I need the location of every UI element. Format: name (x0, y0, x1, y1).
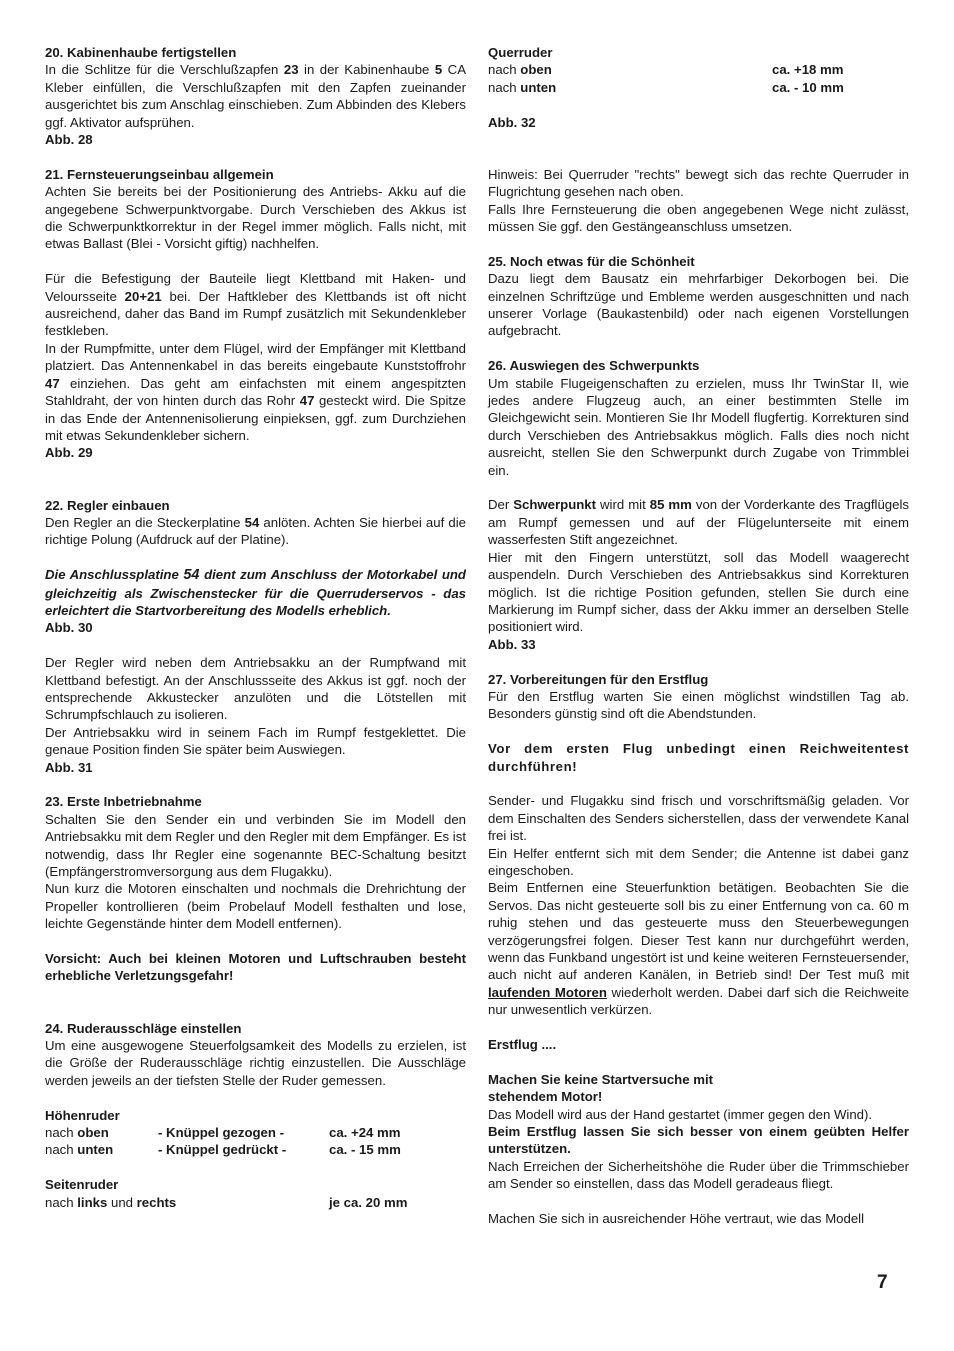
figure-ref: Abb. 32 (488, 114, 536, 130)
paragraph: Um stabile Flugeigenschaften zu erzielen, muss Ihr TwinStar II, wie jedes andere Flugzeug auch, an einer bestimmten Stelle im Gleichgewicht sein. Montieren Sie Ihr Modell flugfertig. Korrekturen sind durch Verschieben des Antriebsakkus möglich. Falls dies noch nicht ausreicht, stellen Sie den Schwerpunkt durch Zugabe von Trimmblei ein. (488, 375, 909, 478)
subsection-title: Querruder (488, 45, 553, 60)
right-column (488, 44, 909, 1227)
figure-ref: Abb. 31 (45, 759, 93, 775)
paragraph: Der Antriebsakku wird in seinem Fach im Rumpf festgeklettet. Die genaue Position finden Sie später beim Auswiegen. (45, 724, 466, 758)
figure-ref: Abb. 29 (45, 445, 93, 461)
section-24 (45, 1020, 466, 1211)
paragraph: Hinweis: Bei Querruder "rechts" bewegt sich das rechte Querruder in Flugrichtung gesehen nach oben. (488, 166, 909, 200)
section-26 (488, 357, 909, 653)
table-row: nach oben - Knüppel gezogen - ca. +24 mm (45, 1125, 401, 1141)
paragraph: Falls Ihre Fernsteuerung die oben angegebenen Wege nicht zulässt, müssen Sie ggf. den Gestängeanschluss umsetzen. (488, 201, 909, 235)
paragraph: Beim Entfernen eine Steuerfunktion betätigen. Beobachten Sie die Servos. Das nicht gesteuerte soll bis zu einer Entfernung von ca. 60 m ruhig stehen und das gesteuerte muss den Steuerbewegungen verzögerungsfrei folgen. Dieser Test kann nur durchgeführt werden, wenn das Funkband ungestört ist und keine weiteren Fernsteuersender, auch nicht auf anderen Kanälen, in Betrieb sind! Der Test muß mit laufenden Motoren wiederholt werden. Dabei darf sich die Reichweite nur unwesentlich verkürzen. (488, 880, 909, 1018)
figure-ref: Abb. 28 (45, 132, 93, 148)
paragraph: Für den Erstflug warten Sie einen möglichst windstillen Tag ab. Besonders günstig sind oft die Abendstunden. (488, 688, 909, 722)
section-title: 27. Vorbereitungen für den Erstflug (488, 671, 709, 687)
subheading: Erstflug .... (488, 1037, 557, 1053)
section-title: 24. Ruderausschläge einstellen (45, 1020, 242, 1036)
section-23 (45, 793, 466, 984)
table-row: nach oben ca. +18 mm (488, 62, 844, 78)
section-title: 22. Regler einbauen (45, 497, 170, 513)
figure-ref: Abb. 30 (45, 620, 93, 636)
paragraph: In der Rumpfmitte, unter dem Flügel, wird der Empfänger mit Klettband platziert. Das Antennenkabel in das bereits eingebaute Kunststoffrohr 47 einziehen. Das geht am einfachsten mit einem angespitzten Stahldraht, der von hinten durch das Rohr 47 gesteckt wird. Die Spitze in das Ende der Antennenisolierung einpieksen, ggf. zum Durchziehen mit etwas Sekundenkleber sichern. (45, 340, 467, 443)
left-column (45, 44, 466, 1211)
bold-paragraph: Beim Erstflug lassen Sie sich besser von einem geübten Helfer unterstützen. (488, 1124, 909, 1157)
subsection-title: Höhenruder (45, 1107, 120, 1123)
warning-text: Vor dem ersten Flug unbedingt einen Reichweitentest durchführen! (488, 741, 909, 774)
paragraph: Schalten Sie den Sender ein und verbinden Sie im Modell den Antriebsakku mit dem Regler und den Regler mit dem Empfänger. Es ist notwendig, dass Ihr Regler eine sogenannte BEC-Schaltung besitzt (Empfängerstromversorgung aus dem Flugakku). (45, 811, 466, 879)
section-25 (488, 253, 909, 340)
section-21 (45, 166, 466, 462)
paragraph: Dazu liegt dem Bausatz ein mehrfarbiger Dekorbogen bei. Die einzelnen Schriftzüge und Embleme werden ausgeschnitten und nach unserer Vorlage (Baukastenbild) oder nach eigenen Vorstellungen aufgebracht. (488, 271, 909, 339)
figure-ref: Abb. 33 (488, 636, 536, 652)
section-querruder (488, 44, 909, 235)
paragraph: Ein Helfer entfernt sich mit dem Sender; die Antenne ist dabei ganz eingeschoben. (488, 845, 909, 878)
italic-note: Die Anschlussplatine 54 dient zum Anschluss der Motorkabel und gleichzeitig als Zwischenstecker für die Querruderservos - das erleichtert die Startvorbereitung des Modells erheblich. (45, 567, 466, 618)
paragraph: Das Modell wird aus der Hand gestartet (immer gegen den Wind). (488, 1106, 873, 1122)
paragraph: Achten Sie bereits bei der Positionierung des Antriebs- Akku auf die angegebene Schwerpunktvorgabe. Durch Verschieben des Akkus ist die Schwerpunktkorrektur in der Regel immer möglich. Falls nicht, mit etwas Ballast (Blei - Vorsicht giftig) nachhelfen. (45, 184, 466, 252)
table-row: nach unten - Knüppel gedrückt - ca. - 15 mm (45, 1142, 401, 1158)
paragraph: Der Regler wird neben dem Antriebsakku an der Rumpfwand mit Klettband befestigt. An der Anschlussseite des Akkus ist ggf. noch der entsprechende Akkustecker anzulöten und die Lötstellen mit Schrumpfschlauch zu isolieren. (45, 655, 466, 723)
section-title: 23. Erste Inbetriebnahme (45, 794, 202, 810)
paragraph: In die Schlitze für die Verschlußzapfen 23 in der Kabinenhaube 5 CA Kleber einfüllen, die Verschlußzapfen mit den Zapfen zueinander ausgerichtet bis zum Anschlag einschieben. Zum Abbinden des Klebers ggf. Aktivator aufsprühen. (45, 62, 466, 130)
warning-text: stehendem Motor! (488, 1089, 603, 1105)
section-title: 21. Fernsteuerungseinbau allgemein (45, 166, 274, 182)
paragraph: Um eine ausgewogene Steuerfolgsamkeit des Modells zu erzielen, ist die Größe der Ruderausschläge richtig einzustellen. Die Ausschläge werden jeweils an der tiefsten Stelle der Ruder gemessen. (45, 1038, 466, 1088)
table-row: nach links und rechts je ca. 20 mm (45, 1194, 408, 1210)
subsection-title: Seitenruder (45, 1177, 119, 1193)
paragraph: Nach Erreichen der Sicherheitshöhe die Ruder über die Trimmschieber am Sender so einstellen, dass das Modell geradeaus fliegt. (488, 1158, 909, 1192)
paragraph: Der Schwerpunkt wird mit 85 mm von der Vorderkante des Tragflügels am Rumpf gemessen und auf der Flügelunterseite mit einem wasserfesten Stift angezeichnet. (488, 497, 909, 548)
section-title: 25. Noch etwas für die Schönheit (488, 253, 695, 269)
paragraph: Hier mit den Fingern unterstützt, soll das Modell waagerecht auspendeln. Durch Verschieben des Antriebsakkus sind Korrekturen möglich. Ist die richtige Position gefunden, stellen Sie durch eine Markierung im Rumpf sicher, dass der Akku immer an derselben Stelle positioniert wird. (488, 549, 909, 635)
table-row: nach unten ca. - 10 mm (488, 79, 844, 95)
warning-text: Vorsicht: Auch bei kleinen Motoren und Luftschrauben besteht erhebliche Verletzungsgefahr! (45, 951, 466, 984)
paragraph: Machen Sie sich in ausreichender Höhe vertraut, wie das Modell (488, 1211, 865, 1227)
section-20 (45, 44, 466, 148)
section-title: 20. Kabinenhaube fertigstellen (45, 45, 237, 60)
paragraph: Für die Befestigung der Bauteile liegt Klettband mit Haken- und Veloursseite 20+21 bei. Der Haftkleber des Klettbands ist oft nicht ausreichend, daher das Band im Rumpf zusätzlich mit Sekundenkleber festkleben. (45, 271, 466, 339)
paragraph: Nun kurz die Motoren einschalten und nochmals die Drehrichtung der Propeller kontrollieren (beim Probelauf Modell festhalten und lose, leichte Gegenstände hinter dem Modell entfernen). (45, 881, 466, 932)
section-22 (45, 497, 466, 776)
warning-text: Machen Sie keine Startversuche mit (488, 1071, 714, 1087)
section-27 (488, 671, 909, 1228)
paragraph: Sender- und Flugakku sind frisch und vorschriftsmäßig geladen. Vor dem Einschalten des Senders sicherstellen, dass der verwendete Kanal frei ist. (488, 793, 909, 844)
page-number: 7 (877, 1272, 888, 1293)
section-title: 26. Auswiegen des Schwerpunkts (488, 358, 700, 374)
paragraph: Den Regler an die Steckerplatine 54 anlöten. Achten Sie hierbei auf die richtige Polung (Aufdruck auf der Platine). (45, 514, 466, 548)
